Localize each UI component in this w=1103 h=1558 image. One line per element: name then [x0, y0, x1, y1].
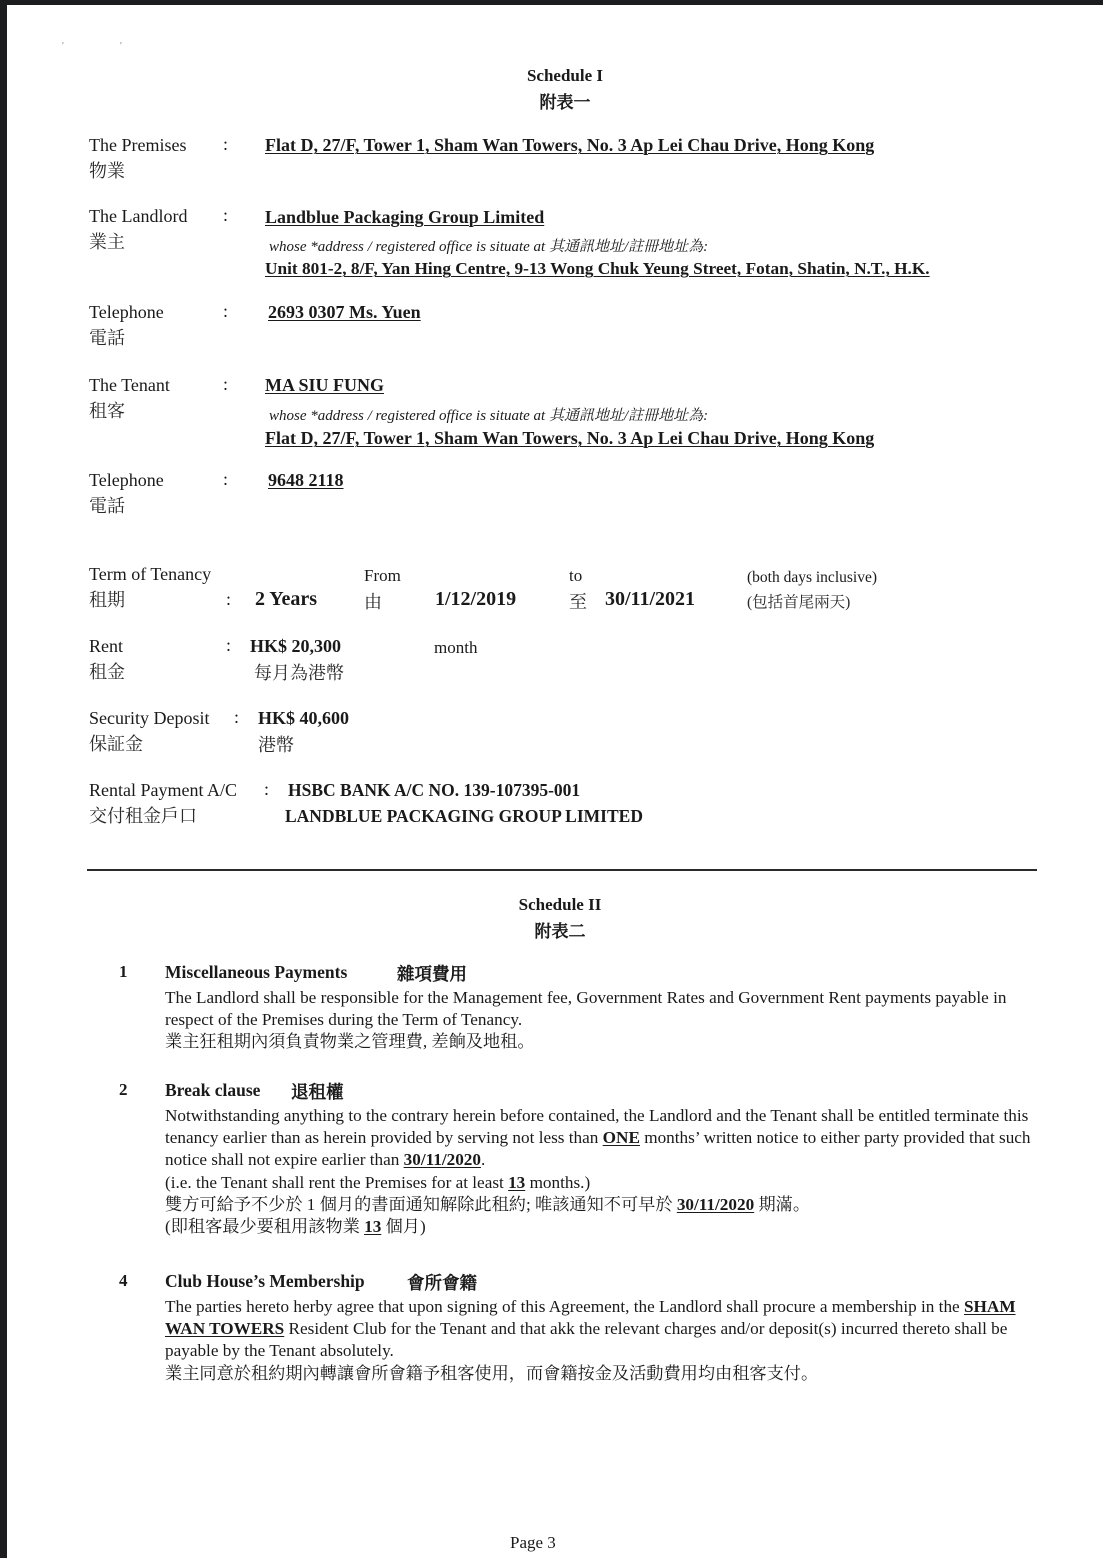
- tenant-label: The Tenant: [89, 375, 170, 395]
- clause-text-part: (即租客最少要租用該物業: [165, 1217, 365, 1236]
- colon: :: [223, 205, 229, 225]
- landlord-address-note: whose *address / registered office is situate at 其通訊地址/註冊地址為:: [269, 239, 709, 255]
- clause-text-zh: 業主同意於租約期內轉讓會所會籍予租客使用，而會籍按金及活動費用均由租客支付。: [165, 1364, 819, 1383]
- schedule-2-title: Schedule II: [518, 895, 602, 914]
- clause-text-part: (i.e. the Tenant shall rent the Premises for at least: [165, 1173, 509, 1192]
- clause-text: [165, 1105, 1045, 1171]
- page-number: Page 3: [510, 1533, 556, 1552]
- payment-account-label-zh: 交付租金戶口: [89, 806, 197, 826]
- tenant-address: Flat D, 27/F, Tower 1, Sham Wan Towers, No. 3 Ap Lei Chau Drive, Hong Kong: [265, 428, 875, 448]
- telephone-label-zh: 電話: [89, 328, 125, 348]
- term-duration: 2 Years: [255, 588, 318, 610]
- deposit-value: HK$ 40,600: [258, 708, 350, 728]
- clause-text-part: The parties hereto herby agree that upon signing of this Agreement, the Landlord shall procure a membership in the: [165, 1297, 964, 1316]
- scan-mark: ': [62, 41, 64, 52]
- clause-number: 4: [119, 1271, 128, 1290]
- schedule-1-title-zh: 附表一: [539, 93, 591, 112]
- clause-text-zh: 業主狂租期內須負責物業之管理費, 差餉及地租。: [165, 1032, 535, 1051]
- payment-account-label: Rental Payment A/C: [89, 780, 237, 800]
- payment-account-number: HSBC BANK A/C NO. 139-107395-001: [288, 780, 581, 800]
- payment-account-holder: LANDBLUE PACKAGING GROUP LIMITED: [285, 806, 643, 826]
- break-expiry-date-zh: 30/11/2020: [676, 1195, 755, 1214]
- minimum-months: 13: [508, 1173, 526, 1192]
- telephone-label: Telephone: [89, 302, 164, 322]
- deposit-label-zh: 保証金: [89, 734, 143, 754]
- clause-heading-zh: 退租權: [291, 1082, 344, 1102]
- from-label-zh: 由: [364, 592, 382, 612]
- tenant-label-zh: 租客: [89, 401, 125, 421]
- deposit-value-zh: 港幣: [258, 735, 294, 755]
- rent-label: Rent: [89, 636, 123, 656]
- scan-mark: ': [120, 41, 122, 52]
- club-name: SHAM WAN TOWERS: [165, 1297, 1016, 1338]
- landlord-telephone-value: 2693 0307 Ms. Yuen: [268, 302, 421, 322]
- break-expiry-date: 30/11/2020: [403, 1150, 481, 1169]
- inclusive-note-zh: (包括首尾兩天): [747, 594, 851, 611]
- deposit-label: Security Deposit: [89, 708, 210, 728]
- term-label: Term of Tenancy: [89, 564, 212, 584]
- clause-text-part: Resident Club for the Tenant and that akk the relevant charges and/or deposit(s) incurred thereto shall be payable by the Tenant absolutely.: [165, 1319, 1008, 1360]
- clause-number: 2: [119, 1080, 128, 1099]
- minimum-term-note: [165, 1172, 590, 1194]
- clause-heading-zh: 雜項費用: [397, 964, 467, 984]
- clause-heading-zh: 會所會籍: [407, 1273, 477, 1293]
- landlord-address: Unit 801-2, 8/F, Yan Hing Centre, 9-13 Wong Chuk Yeung Street, Fotan, Shatin, N.T., H.K.: [265, 259, 930, 278]
- to-date: 30/11/2021: [605, 588, 696, 610]
- tenant-address-note: whose *address / registered office is situate at 其通訊地址/註冊地址為:: [269, 408, 709, 424]
- colon: :: [264, 779, 270, 799]
- rent-value: HK$ 20,300: [250, 636, 342, 656]
- landlord-label: The Landlord: [89, 206, 188, 226]
- inclusive-note: (both days inclusive): [747, 569, 878, 586]
- landlord-label-zh: 業主: [89, 232, 125, 252]
- from-label: From: [364, 566, 401, 585]
- landlord-name: Landblue Packaging Group Limited: [265, 207, 545, 227]
- clause-number: 1: [119, 962, 128, 981]
- telephone-label: Telephone: [89, 470, 164, 490]
- schedule-1-title: Schedule I: [526, 66, 604, 85]
- minimum-term-note-zh: [165, 1216, 426, 1238]
- to-label-zh: 至: [569, 592, 587, 612]
- clause-text-part: 個月): [381, 1217, 426, 1236]
- notice-months: ONE: [602, 1128, 640, 1147]
- from-date: 1/12/2019: [435, 588, 517, 610]
- clause-heading: Club House’s Membership: [165, 1271, 365, 1291]
- colon: :: [223, 301, 229, 321]
- colon: :: [223, 469, 229, 489]
- premises-value: Flat D, 27/F, Tower 1, Sham Wan Towers, No. 3 Ap Lei Chau Drive, Hong Kong: [265, 135, 875, 155]
- colon: :: [226, 589, 232, 609]
- colon: :: [226, 635, 232, 655]
- clause-text-part: .: [480, 1150, 486, 1169]
- colon: :: [234, 707, 240, 727]
- minimum-months-zh: 13: [364, 1217, 382, 1236]
- clause-text-part: 期滿。: [754, 1195, 811, 1214]
- schedule-2-title-zh: 附表二: [534, 922, 586, 941]
- to-label: to: [569, 566, 583, 585]
- clause-text-part: months.): [525, 1173, 591, 1192]
- tenant-name: MA SIU FUNG: [265, 375, 385, 395]
- clause-text: [165, 1296, 1045, 1362]
- section-divider: [87, 869, 1037, 871]
- clause-text-zh: [165, 1194, 810, 1216]
- document-page: [7, 5, 1103, 1558]
- term-label-zh: 租期: [89, 590, 125, 610]
- rent-label-zh: 租金: [89, 662, 125, 682]
- premises-label: The Premises: [89, 135, 187, 155]
- clause-heading: Break clause: [165, 1080, 261, 1100]
- colon: :: [223, 134, 229, 154]
- clause-text: The Landlord shall be responsible for the Management fee, Government Rates and Government Rent payments payable in respect of the Premises during the Term of Tenancy.: [165, 988, 1007, 1029]
- premises-label-zh: 物業: [89, 161, 125, 181]
- clause-heading: Miscellaneous Payments: [165, 962, 348, 982]
- tenant-telephone-value: 9648 2118: [268, 470, 344, 490]
- rent-period: month: [434, 638, 478, 657]
- telephone-label-zh: 電話: [89, 496, 125, 516]
- colon: :: [223, 374, 229, 394]
- rent-value-zh: 每月為港幣: [254, 663, 344, 683]
- clause-text-part: months’ written notice to either party provided that such notice shall not expire earlier than: [165, 1128, 1031, 1169]
- clause-text-part: 雙方可給予不少於 1 個月的書面通知解除此租約; 唯該通知不可早於: [165, 1195, 677, 1214]
- clause-text-part: Notwithstanding anything to the contrary herein before contained, the Landlord and the Tenant shall be entitled terminate this tenancy earlier than as herein provided by serving not less than: [165, 1106, 1029, 1147]
